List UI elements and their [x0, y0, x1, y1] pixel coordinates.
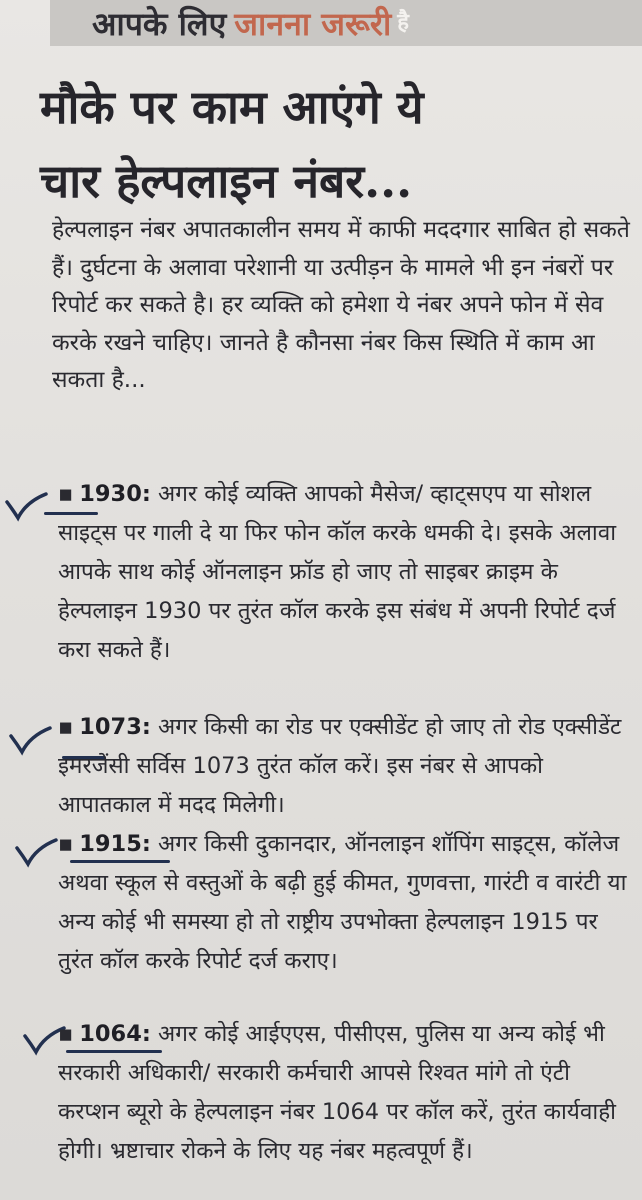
intro-paragraph: हेल्पलाइन नंबर अपातकालीन समय में काफी मददगार साबित हो सकते हैं। दुर्घटना के अलावा परेशानी या उत्पीड़न के मामले भी इन नंबरों पर रिपोर्ट कर सकते है। हर व्यक्ति को हमेशा ये नंबर अपने फोन में सेव करके रखने चाहिए। जानते है कौनसा नंबर किस स्थिति में काम आ सकता है... — [52, 217, 630, 393]
bullet: ▪ — [58, 831, 74, 857]
banner-text-part1: आपके लिए — [92, 5, 227, 43]
helpline-number: 1073: — [79, 714, 151, 740]
helpline-description: अगर किसी दुकानदार, ऑनलाइन शॉपिंग साइट्स, कॉलेज अथवा स्कूल से वस्तुओं के बढ़ी हुई कीमत, गुणवत्ता, गारंटी व वारंटी या अन्य कोई भी समस्या हो तो राष्ट्रीय उपभोक्ता हेल्पलाइन 1915 पर तुरंत कॉल करके रिपोर्ट दर्ज कराए। — [58, 831, 627, 974]
helpline-item-1915 — [58, 825, 634, 981]
helpline-item-1073 — [58, 708, 634, 825]
helpline-description: अगर कोई व्यक्ति आपको मैसेज/ व्हाट्सएप या सोशल साइट्स पर गाली दे या फिर फोन कॉल करके धमकी दे। इसके अलावा आपके साथ कोई ऑनलाइन फ्रॉड हो जाए तो साइबर क्राइम के हेल्पलाइन 1930 पर तुरंत कॉल करके इस संबंध में अपनी रिपोर्ट दर्ज करा सकते हैं। — [58, 481, 617, 663]
pen-tick-mark-icon — [8, 722, 54, 758]
bullet: ▪ — [58, 714, 74, 740]
helpline-description: अगर किसी का रोड पर एक्सीडेंट हो जाए तो रोड एक्सीडेंट इमरजेंसी सर्विस 1073 तुरंत कॉल करें। इस नंबर से आपको आपातकाल में मदद मिलेगी। — [58, 714, 622, 818]
section-banner — [50, 0, 642, 46]
pen-tick-mark-icon — [14, 834, 60, 870]
helpline-item-1930 — [58, 475, 634, 670]
headline-line-2: चार हेल्पलाइन नंबर... — [40, 154, 413, 208]
helpline-number: 1930: — [79, 481, 151, 507]
bullet: ▪ — [58, 1021, 74, 1047]
banner-text-part3: है — [397, 9, 409, 35]
helpline-number: 1915: — [79, 831, 151, 857]
bullet: ▪ — [58, 481, 74, 507]
helpline-description: अगर कोई आईएएस, पीसीएस, पुलिस या अन्य कोई भी सरकारी अधिकारी/ सरकारी कर्मचारी आपसे रिश्वत मांगे तो एंटी करप्शन ब्यूरो के हेल्पलाइन नंबर 1064 पर कॉल करें, तुरंत कार्यवाही होगी। भ्रष्टाचार रोकने के लिए यह नंबर महत्वपूर्ण हैं। — [58, 1021, 616, 1164]
helpline-number: 1064: — [79, 1021, 151, 1047]
pen-tick-mark-icon — [4, 488, 50, 524]
banner-text-part2: जानना जरूरी — [234, 5, 392, 43]
headline-line-1: मौके पर काम आएंगे ये — [40, 80, 424, 134]
article-headline — [40, 70, 630, 218]
helpline-item-1064 — [58, 1015, 634, 1171]
